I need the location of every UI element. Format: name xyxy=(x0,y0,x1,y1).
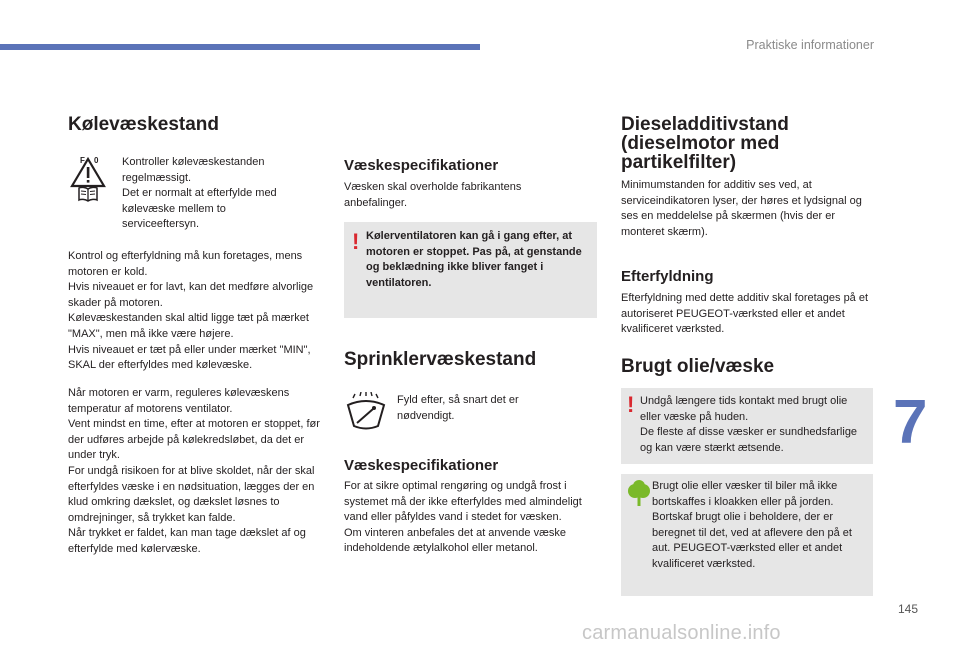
svg-text:F: F xyxy=(80,156,85,165)
manual-book-icon xyxy=(78,186,98,202)
refill-heading: Efterfyldning xyxy=(621,268,714,285)
coolant-hot-engine-paragraph: Når motoren er varm, reguleres kølevæskens temperatur af motorens ventilator. Vent mindst en time, efter at motoren er stoppet, før der udføres arbejde på kølekredsløbet, da det er under tryk. For undgå risikoen for at blive skoldet, når der skal efterfyldes væske i en nødsituation, lægges der en klud omkring dækslet, og dækslet løsnes to omdrejninger, så trykket kan falde. Når trykket er faldet, kan man tage dækslet af og efterfylde med kølervæske. xyxy=(68,387,320,555)
refill-text: Efterfyldning med dette additiv skal foretages på et autoriseret PEUGEOT-værksted eller et andet kvalificeret værksted. xyxy=(621,292,869,336)
coolant-spec-heading: Væskespecifikationer xyxy=(344,157,499,174)
watermark: carmanualsonline.info xyxy=(582,622,781,644)
oil-warning-text: Undgå længere tids kontakt med brugt olie eller væske på huden. De fleste af disse væsker er sundhedsfarlige og kan være stærkt ætsende. xyxy=(640,395,858,454)
washer-spec-text: For at sikre optimal rengøring og undgå frost i systemet må der ikke efterfyldes med almindeligt vand eller påfyldes vand i stedet for væsken. Om vinteren anbefales det at anvende væske indeholdende ætylalkohol eller metanol. xyxy=(344,480,582,555)
coolant-check-paragraph: Kontrol og efterfyldning må kun foretages, mens motoren er kold. Hvis niveauet er for lavt, kan det medføre alvorlige skader på motoren. Kølevæskestanden skal altid ligge tæt på mærket "MAX", men må ikke være højere. Hvis niveauet er tæt på eller under mærket "MIN", SKAL der efterfyldes med kølevæske. xyxy=(68,250,314,372)
page-number: 145 xyxy=(898,602,919,616)
washer-note: Fyld efter, så snart det er nødvendigt. xyxy=(397,394,519,422)
coolant-heading: Kølevæskestand xyxy=(68,114,220,135)
diesel-additive-heading: Dieseladditivstand (dieselmotor med partikelfilter) xyxy=(621,114,789,173)
header-bar xyxy=(0,44,480,50)
svg-text:0: 0 xyxy=(94,156,99,165)
fan-warning-text: Kølerventilatoren kan gå i gang efter, at motoren er stoppet. Pas på, at genstande og beklædning ikke bliver fanget i ventilatoren. xyxy=(366,230,582,289)
eco-note-text: Brugt olie eller væsker til biler må ikke bortskaffes i kloakken eller på jorden. Bortskaf brugt olie i beholdere, der er beregnet til det, ved at aflevere den på et aut. PEUGEOT-værksted eller et andet kvalificeret værksted. xyxy=(652,480,852,570)
used-oil-heading: Brugt olie/væske xyxy=(621,356,775,377)
chapter-number: 7 xyxy=(893,388,928,457)
washer-heading: Sprinklervæskestand xyxy=(344,349,537,370)
oil-warning-exclamation-icon: ! xyxy=(627,392,635,417)
warning-exclamation-icon: ! xyxy=(352,229,360,254)
tree-icon xyxy=(627,480,651,508)
coolant-icon-note: Kontroller kølevæskestanden regelmæssigt. Det er normalt at efterfylde med kølevæske mellem to serviceeftersyn. xyxy=(122,156,277,231)
diesel-additive-text: Minimumstanden for additiv ses ved, at serviceindikatoren lyser, der høres et lydsignal og ses en meddelelse på skærmen (hvis der er monteret skærm). xyxy=(621,179,862,238)
coolant-spec-text: Væsken skal overholde fabrikantens anbefalinger. xyxy=(344,181,522,209)
washer-fluid-icon xyxy=(345,392,387,432)
washer-spec-heading: Væskespecifikationer xyxy=(344,457,499,474)
section-title: Praktiske informationer xyxy=(746,38,874,52)
